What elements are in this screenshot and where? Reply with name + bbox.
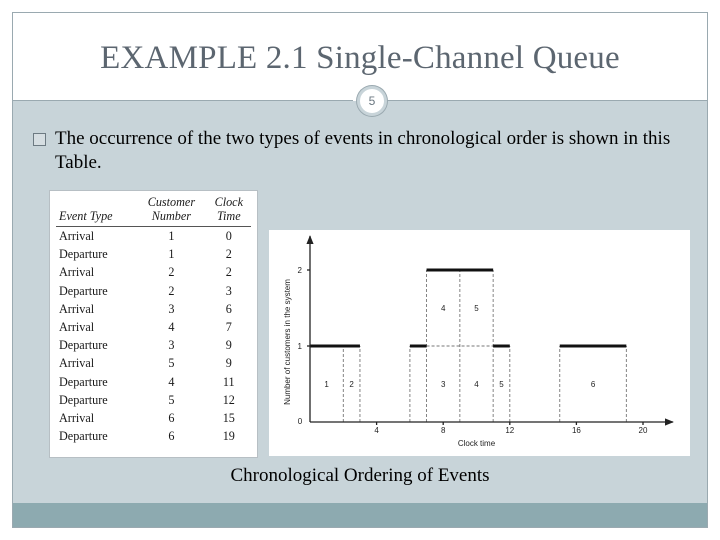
bullet-square-icon (33, 133, 46, 146)
customer-number-label: 2 (349, 380, 354, 389)
table-header-cell: Number (136, 209, 206, 227)
table-header-cell (56, 195, 136, 209)
x-tick-label: 16 (571, 426, 581, 435)
table-header-row-top (56, 195, 251, 209)
clock-time-cell: 2 (225, 265, 232, 280)
event-type-cell: Departure (59, 374, 108, 389)
x-tick-label: 4 (374, 426, 379, 435)
customers-in-system-chart (269, 230, 690, 456)
table-header-cell: Event Type (56, 209, 136, 227)
event-type-cell: Departure (59, 392, 108, 407)
event-type-cell: Departure (59, 283, 108, 298)
y-tick-label: 1 (297, 342, 302, 351)
clock-time-cell: 6 (225, 301, 232, 316)
step-series (310, 270, 626, 346)
customer-number-label: 4 (440, 304, 446, 313)
customer-number-cell: 5 (168, 392, 175, 407)
title-divider-right (387, 100, 707, 101)
clock-time-cell: 2 (225, 247, 232, 262)
clock-time-cell: 3 (225, 283, 232, 298)
y-tick-label: 2 (297, 266, 302, 275)
event-type-cell: Arrival (59, 320, 95, 335)
customer-number-cell: 6 (168, 429, 175, 444)
x-axis-title: Clock time (457, 439, 496, 448)
clock-time-cell: 9 (225, 338, 232, 353)
customer-number-cell: 1 (168, 229, 175, 243)
table-row (56, 427, 251, 445)
table-row (56, 227, 251, 246)
table-row (56, 245, 251, 263)
event-type-cell: Arrival (59, 411, 95, 426)
chart-svg (269, 230, 690, 456)
table-row (56, 354, 251, 372)
customer-number-cell: 3 (168, 338, 175, 353)
customer-number-label: 5 (474, 304, 479, 313)
table-header-cell: Customer (147, 195, 196, 209)
customer-number-cell: 2 (168, 283, 175, 298)
title-divider-left (13, 100, 353, 101)
customer-number-label: 1 (324, 380, 329, 389)
clock-time-cell: 12 (222, 392, 235, 407)
slide-number-badge: 5 (357, 86, 387, 116)
event-type-cell: Arrival (59, 301, 95, 316)
footer-bar (13, 503, 707, 527)
table-caption: Chronological Ordering of Events (230, 465, 490, 486)
title-area (13, 13, 707, 101)
customer-number-cell: 2 (168, 265, 175, 280)
table-row (56, 391, 251, 409)
event-type-cell: Departure (59, 338, 108, 353)
x-tick-label: 20 (638, 426, 648, 435)
clock-time-cell: 7 (225, 320, 232, 335)
customer-number-cell: 4 (168, 320, 175, 335)
event-type-cell: Arrival (59, 356, 95, 371)
event-table-image (49, 190, 258, 458)
customer-number-cell: 1 (168, 247, 175, 262)
clock-time-cell: 11 (222, 374, 235, 389)
clock-time-cell: 15 (222, 411, 235, 426)
x-tick-label: 0 (297, 417, 303, 426)
event-type-cell: Arrival (59, 265, 95, 280)
customer-number-label: 5 (499, 380, 504, 389)
slide (12, 12, 708, 528)
customer-number-label: 6 (590, 380, 596, 389)
customer-number-cell: 4 (168, 374, 175, 389)
event-type-cell: Departure (59, 247, 108, 262)
clock-time-cell: 9 (225, 356, 232, 371)
y-axis-title: Number of customers in the system (283, 279, 292, 405)
customer-number-cell: 6 (168, 411, 175, 426)
table-row (56, 409, 251, 427)
table-header-row-bottom (56, 209, 251, 227)
customer-number-label: 4 (474, 380, 479, 389)
table-row (56, 300, 251, 318)
clock-time-cell: 0 (225, 229, 232, 243)
table-header-cell: Time (207, 209, 251, 227)
slide-title: EXAMPLE 2.1 Single-Channel Queue (100, 40, 620, 76)
table-body (56, 227, 251, 446)
x-tick-label: 8 (440, 426, 446, 435)
table-row (56, 318, 251, 336)
clock-time-cell: 19 (222, 429, 235, 444)
customer-number-label: 3 (440, 380, 446, 389)
chart-axes (310, 236, 673, 422)
customer-number-cell: 5 (168, 356, 175, 371)
tick-labels (298, 266, 648, 435)
table-row (56, 336, 251, 354)
table-header-cell: Clock (214, 195, 243, 209)
table-row (56, 263, 251, 281)
event-type-cell: Arrival (59, 229, 95, 243)
customer-number-cell: 3 (168, 301, 175, 316)
event-type-cell: Departure (59, 429, 108, 444)
bullet-text: The occurrence of the two types of events in chronological order is shown in this Table. (55, 128, 671, 173)
event-table (56, 195, 251, 445)
table-row (56, 373, 251, 391)
x-tick-label: 12 (505, 426, 515, 435)
table-row (56, 282, 251, 300)
